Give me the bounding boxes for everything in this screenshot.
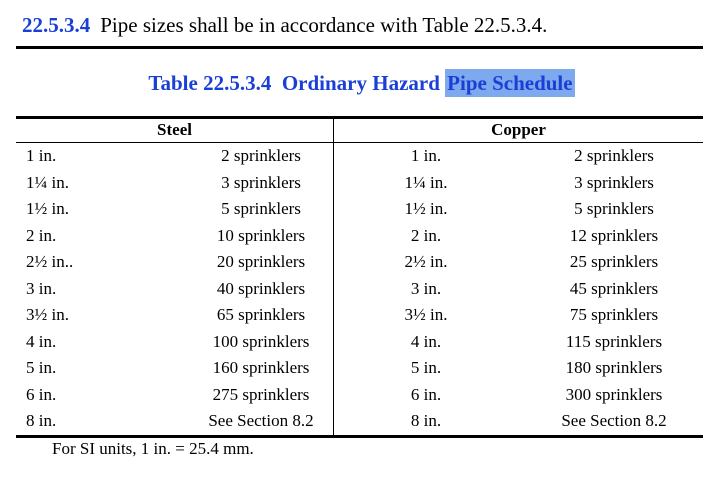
steel-capacity-cell: 40 sprinklers — [216, 278, 306, 298]
column-header-steel: Steel — [157, 120, 192, 139]
copper-size-cell: 4 in. — [410, 331, 442, 351]
table-footnote: For SI units, 1 in. = 25.4 mm. — [52, 439, 254, 458]
copper-size-cell: 8 in. — [410, 411, 442, 431]
steel-size-cell: 2 in. — [26, 225, 57, 245]
table-body — [16, 144, 703, 436]
copper-size-cell: 3 in. — [410, 278, 442, 298]
section-number: 22.5.3.4 — [22, 13, 91, 37]
table-row — [16, 197, 703, 224]
copper-size-cell: 1 in. — [410, 146, 442, 165]
copper-size-cell: 1¼ in. — [404, 172, 448, 192]
table-row — [16, 330, 703, 357]
steel-size-cell: 5 in. — [26, 358, 57, 378]
table-top-rule — [16, 116, 703, 119]
steel-capacity-cell: See Section 8.2 — [208, 411, 314, 431]
table-row — [16, 383, 703, 410]
table-row — [16, 356, 703, 383]
steel-size-cell: 1 in. — [26, 146, 57, 165]
table-title — [0, 70, 723, 96]
copper-capacity-cell: 45 sprinklers — [569, 278, 659, 298]
copper-capacity-cell: See Section 8.2 — [561, 411, 667, 431]
steel-capacity-cell: 2 sprinklers — [221, 146, 301, 165]
copper-capacity-cell: 5 sprinklers — [574, 199, 654, 219]
copper-size-cell: 5 in. — [410, 358, 442, 378]
copper-capacity-cell: 180 sprinklers — [565, 358, 663, 378]
steel-capacity-cell: 5 sprinklers — [221, 199, 301, 219]
table-row — [16, 303, 703, 330]
copper-size-cell: 3½ in. — [404, 305, 448, 325]
steel-size-cell: 2½ in.. — [26, 252, 74, 272]
steel-size-cell: 1½ in. — [26, 199, 69, 219]
table-row — [16, 171, 703, 198]
column-header-copper: Copper — [491, 120, 546, 139]
table-row — [16, 409, 703, 436]
table-title-text: Table 22.5.3.4 Ordinary Hazard — [148, 71, 446, 95]
copper-capacity-cell: 25 sprinklers — [569, 252, 659, 272]
steel-capacity-cell: 100 sprinklers — [212, 331, 310, 351]
steel-size-cell: 4 in. — [26, 331, 57, 351]
section-text: Pipe sizes shall be in accordance with Table 22.5.3.4. — [100, 13, 548, 37]
copper-capacity-cell: 115 sprinklers — [565, 331, 663, 351]
section-paragraph — [22, 12, 547, 38]
top-divider — [16, 46, 703, 49]
steel-capacity-cell: 3 sprinklers — [221, 172, 301, 192]
copper-size-cell: 2 in. — [410, 225, 442, 245]
steel-size-cell: 6 in. — [26, 384, 57, 404]
copper-capacity-cell: 3 sprinklers — [574, 172, 654, 192]
steel-size-cell: 1¼ in. — [26, 172, 69, 192]
steel-capacity-cell: 20 sprinklers — [216, 252, 306, 272]
header-rule — [16, 142, 703, 143]
table-row — [16, 250, 703, 277]
copper-capacity-cell: 300 sprinklers — [565, 384, 663, 404]
copper-size-cell: 1½ in. — [404, 199, 448, 219]
copper-size-cell: 6 in. — [410, 384, 442, 404]
table-title-highlighted-text[interactable]: Pipe Schedule — [447, 71, 573, 95]
table-row — [16, 277, 703, 304]
table-row — [16, 224, 703, 251]
copper-capacity-cell: 2 sprinklers — [574, 146, 654, 165]
steel-size-cell: 3 in. — [26, 278, 57, 298]
steel-capacity-cell: 65 sprinklers — [216, 305, 306, 325]
table-row — [16, 144, 703, 171]
copper-size-cell: 2½ in. — [404, 252, 448, 272]
steel-capacity-cell: 10 sprinklers — [216, 225, 306, 245]
steel-size-cell: 8 in. — [26, 411, 57, 431]
copper-capacity-cell: 75 sprinklers — [569, 305, 659, 325]
copper-capacity-cell: 12 sprinklers — [569, 225, 659, 245]
steel-capacity-cell: 275 sprinklers — [212, 384, 310, 404]
steel-capacity-cell: 160 sprinklers — [212, 358, 310, 378]
steel-size-cell: 3½ in. — [26, 305, 69, 325]
